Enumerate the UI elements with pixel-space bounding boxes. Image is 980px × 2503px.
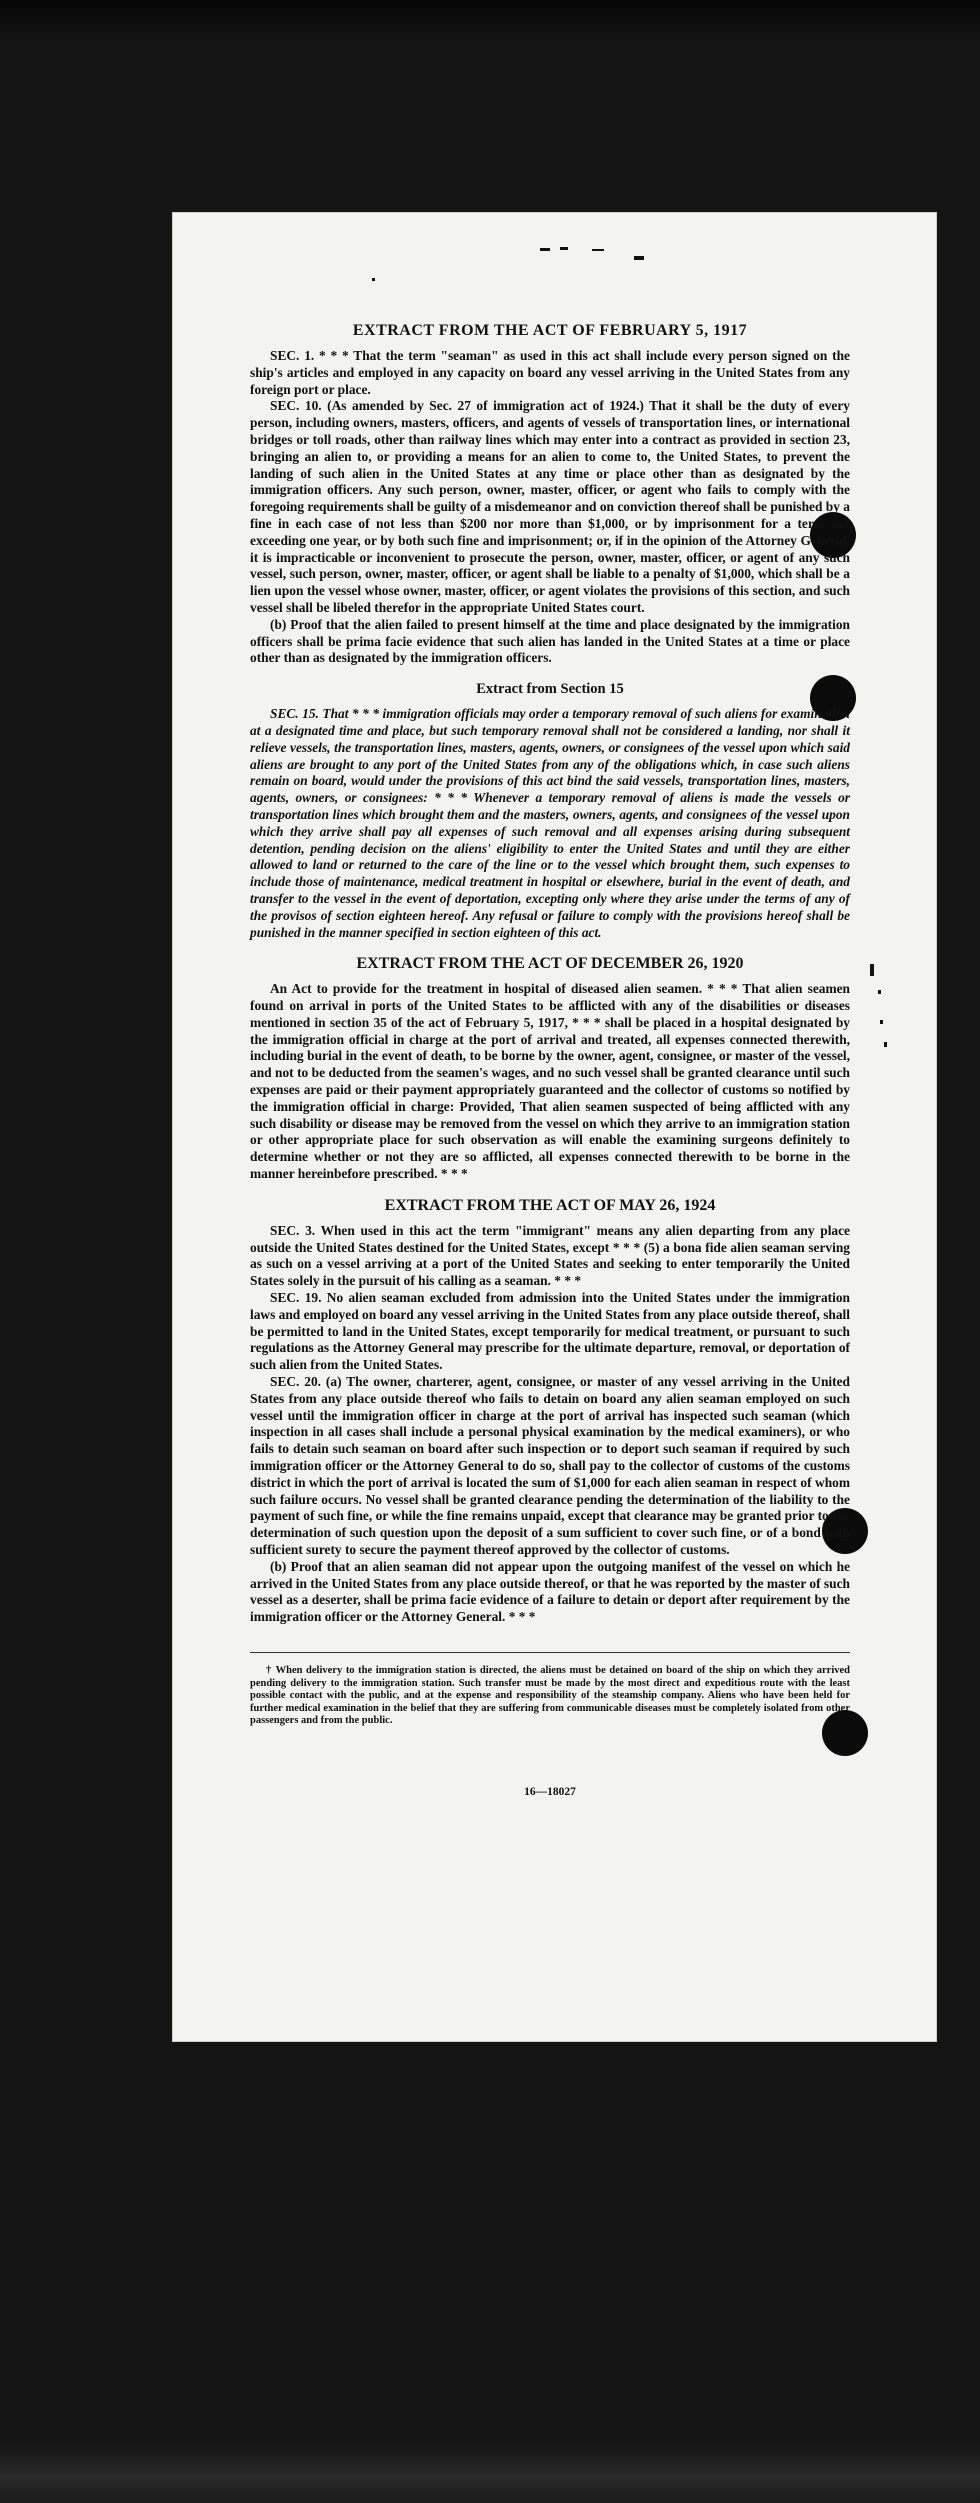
margin-mark xyxy=(870,964,874,976)
paragraph-sec-10: SEC. 10. (As amended by Sec. 27 of immigration act of 1924.) That it shall be the duty of every person, including owners, masters, officers, and agents of vessels of transportation lines, or international bridges or toll roads, other than railway lines which may enter into a contract as provided in section 23, bringing an alien to, or providing a means for an alien to come to, the United States, to prevent the landing of such alien in the United States at any time or place other than as designated by the immigration officers. Any such person, owner, master, officer, or agent who fails to comply with the foregoing requirements shall be guilty of a misdemeanor and on conviction thereof shall be punished by a fine in each case of not less than $200 nor more than $1,000, or by imprisonment for a term not exceeding one year, or by both such fine and imprisonment; or, if in the opinion of the Attorney General, it is impracticable or inconvenient to prosecute the person, owner, master, officer, or agent of any such vessel, such person, owner, master, officer, or agent shall be liable to a penalty of $1,000, which shall be a lien upon the vessel whose owner, master, officer, or agent violates the provisions of this section, and such vessel shall be libeled therefor in the appropriate United States court. xyxy=(250,398,850,615)
heading-act-1917: EXTRACT FROM THE ACT OF FEBRUARY 5, 1917 xyxy=(352,322,748,339)
ink-mark xyxy=(372,278,375,281)
scan-background-top xyxy=(0,0,980,40)
document-page xyxy=(172,212,937,2042)
footnote: † When delivery to the immigration station is directed, the aliens must be detained on board of the ship on which they arrived pending delivery to the immigration station. Such transfer must be made by the most direct and expeditious route with the least possible contact with the public, and at the expense and responsibility of the steamship company. Aliens who have been held for further medical examination in the belief that they are suffering from communicable diseases must be completely isolated from other passengers and from the public. xyxy=(250,1664,850,1727)
margin-mark xyxy=(878,990,881,994)
paragraph-sec-20a: SEC. 20. (a) The owner, charterer, agent, consignee, or master of any vessel arriving in the United States from any place outside thereof who fails to detain on board any alien seaman employed on such vessel until the immigration officer in charge at the port of arrival has inspected such seaman (which inspection in all cases shall include a personal physical examination by the medical examiners), or who fails to detain such seaman on board after such inspection or to deport such seaman if required by such immigration officer or the Attorney General to do so, shall pay to the collector of customs of the customs district in which the port of arrival is located the sum of $1,000 for each alien seaman in respect of whom such failure occurs. No vessel shall be granted clearance pending the determination of the liability to the payment of such fine, or while the fine remains unpaid, except that clearance may be granted prior to the determination of such question upon the deposit of a sum sufficient to cover such fine, or of a bond with sufficient surety to secure the payment thereof approved by the collector of customs. xyxy=(250,1374,850,1557)
scan-background-bottom xyxy=(0,2440,980,2503)
paragraph-sec-20b: (b) Proof that an alien seaman did not appear upon the outgoing manifest of the vessel on which he arrived in the United States from any place outside thereof, or that he was reported by the master of such vessel as a deserter, shall be prima facie evidence of a failure to detain or deport after requirement by the immigration officer or the Attorney General. * * * xyxy=(250,1558,850,1625)
document-text xyxy=(250,322,850,1798)
margin-mark xyxy=(884,1042,887,1047)
ink-mark xyxy=(592,249,604,251)
paragraph-sec-1: SEC. 1. * * * That the term "seaman" as used in this act shall include every person signed on the ship's articles and employed in any capacity on board any vessel arriving in the United States from any foreign port or place. xyxy=(250,348,850,397)
form-number: 16—18027 xyxy=(524,1785,576,1798)
paragraph-sec-15: SEC. 15. That * * * immigration officials may order a temporary removal of such aliens for examination at a designated time and place, but such temporary removal shall not be considered a landing, nor shall it relieve vessels, the transportation lines, masters, agents, owners, or consignees of the vessel upon which said aliens are brought to any port of the United States from any of the obligations which, in case such aliens remain on board, would under the provisions of this act bind the said vessels, transportation lines, masters, agents, owners, or consignees: * * * Whenever a temporary removal of aliens is made the vessels or transportation lines which brought them and the masters, owners, agents, and consignees of the vessel upon which they arrive shall pay all expenses of such removal and all expenses arising during subsequent detention, pending decision on the aliens' eligibility to enter the United States and until they are either allowed to land or returned to the care of the line or to the vessel which brought them, such expenses to include those of maintenance, medical treatment in hospital or elsewhere, burial in the event of death, and transfer to the vessel in the event of deportation, excepting only where they arise under the terms of any of the provisos of section eighteen hereof. Any refusal or failure to comply with the provisions hereof shall be punished in the manner specified in section eighteen of this act. xyxy=(250,706,850,940)
margin-mark xyxy=(880,1020,883,1024)
ink-mark xyxy=(634,256,644,260)
paragraph-sec-3: SEC. 3. When used in this act the term "immigrant" means any alien departing from any place outside the United States destined for the United States, except * * * (5) a bona fide alien seaman serving as such on a vessel arriving at a port of the United States and seeking to enter temporarily the United States solely in the pursuit of his calling as a seaman. * * * xyxy=(250,1222,850,1289)
paragraph-sec-10b: (b) Proof that the alien failed to present himself at the time and place designated by the immigration officers shall be prima facie evidence that such alien has landed in the United States at a time or place other than as designated by the immigration officers. xyxy=(250,616,850,666)
heading-act-1920: EXTRACT FROM THE ACT OF DECEMBER 26, 1920 xyxy=(356,955,744,973)
paragraph-act-1920: An Act to provide for the treatment in hospital of diseased alien seamen. * * * That alien seamen found on arrival in ports of the United States to be afflicted with any of the disabilities or diseases mentioned in section 35 of the act of February 5, 1917, * * * shall be placed in a hospital designated by the immigration official in charge at the port of arrival and treated, all expenses connected therewith, including burial in the event of death, to be borne by the owner, agent, consignee, or master of the vessel, and not to be deducted from the seamen's wages, and no such vessel shall be granted clearance until such expenses are paid or their payment appropriately guaranteed and the collector of customs so notified by the immigration official in charge: Provided, That alien seamen suspected of being afflicted with any such disability or disease may be removed from the vessel on which they arrive to an immigration station or other appropriate place for such observation as will enable the examining surgeons definitely to determine whether or not they are so afflicted, all expenses connected therewith to be borne in the manner hereinbefore prescribed. * * * xyxy=(250,981,850,1182)
ink-mark xyxy=(540,248,550,251)
paragraph-sec-19: SEC. 19. No alien seaman excluded from admission into the United States under the immigration laws and employed on board any vessel arriving in the United States from any place outside thereof, shall be permitted to land in the United States, except temporarily for medical treatment, or pursuant to such regulations as the Attorney General may prescribe for the ultimate departure, removal, or deportation of such alien from the United States. xyxy=(250,1290,850,1373)
ink-mark xyxy=(560,247,568,250)
heading-act-1924: EXTRACT FROM THE ACT OF MAY 26, 1924 xyxy=(384,1196,716,1214)
heading-section-15: Extract from Section 15 xyxy=(476,681,624,698)
footnote-divider xyxy=(250,1652,850,1653)
